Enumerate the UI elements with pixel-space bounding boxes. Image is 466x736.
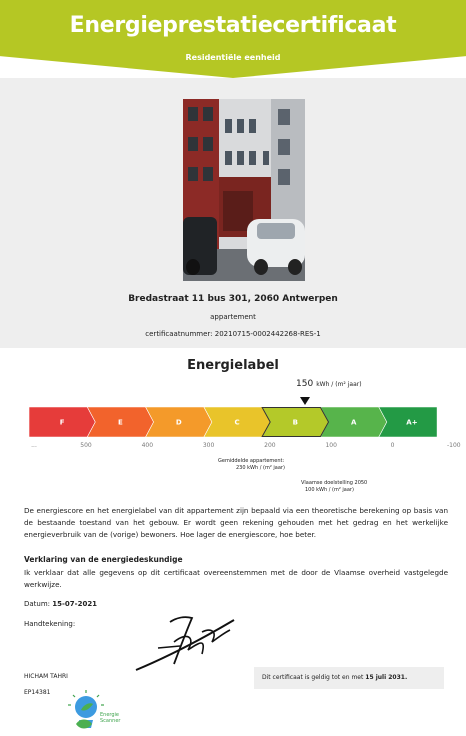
date-line [24,600,97,608]
expert-id: EP14381 [24,689,51,696]
flemish-target-note [301,480,367,494]
logo-text-line1: Energie [100,712,120,718]
header-banner [0,0,466,78]
expert-name: HICHAM TAHRI [24,673,68,680]
validity-date: 15 juli 2031. [365,674,408,681]
document-title: Energieprestatiecertificaat [69,13,397,38]
certificate-number [0,330,466,338]
signature-label: Handtekening: [24,620,76,628]
label-segment-text: A+ [406,418,418,427]
scale-ticks [0,442,466,452]
score-pointer-icon [300,397,310,405]
declaration-title: Verklaring van de energiedeskundige [24,555,183,564]
scale-tick-label: 0 [390,442,395,449]
label-segment-a-plus [379,407,437,437]
label-segment-text: F [59,418,65,427]
scale-tick-label: 400 [141,442,154,449]
scale-tick-label: -100 [446,442,461,449]
label-segment-text: D [175,418,182,427]
label-segment-text: A [350,418,357,427]
energy-label-scale [29,407,437,437]
scale-tick-label: ... [31,442,37,449]
document-subtitle: Residentiële eenheid [185,53,281,62]
scale-tick-label: 500 [80,442,92,449]
declaration-text: Ik verklaar dat alle gegevens op dit certificaat overeenstemmen met de door de Vlaamse overheid vastgelegde werkwijze. [24,568,448,589]
energy-label-heading: Energielabel [187,358,279,373]
date-label: Datum: [24,600,51,608]
energy-score-description: De energiescore en het energielabel van dit appartement zijn bepaald via een theoretische berekening op basis van de bestaande toestand van het gebouw. Er wordt geen rekening gehouden met het gedrag en het werkelijke energieverbruik van de (vorige) bewoners. Hoe lager de energiescore, hoe beter. [24,506,448,539]
energy-score [296,379,362,389]
label-segment-d [146,407,212,437]
label-segment-text: E [118,418,123,427]
logo-text-line2: Scanner [100,718,121,724]
validity-box [254,667,444,689]
validity-text: Dit certificaat is geldig tot en met [262,674,364,681]
label-segment-b [262,407,328,437]
handwritten-signature [130,602,250,676]
label-segment-a [321,407,387,437]
building-photo [183,99,305,281]
flemish-target-value: 100 kWh / (m² jaar) [305,487,354,493]
average-apartment-note [218,458,285,472]
date-value: 15-07-2021 [52,600,98,608]
label-segment-text: C [234,418,240,427]
certificate-number-label: certificaatnummer: [145,330,213,338]
label-segment-f [29,407,95,437]
energy-score-value: 150 [296,379,314,389]
property-address: Bredastraat 11 bus 301, 2060 Antwerpen [128,294,338,304]
average-apartment-value: 230 kWh / (m² jaar) [236,465,285,471]
label-segment-e [87,407,153,437]
property-type: appartement [210,313,256,321]
scale-tick-label: 200 [264,442,276,449]
scale-tick-label: 300 [202,442,215,449]
average-apartment-label: Gemiddelde appartement: [218,458,285,464]
label-segment-text: B [292,418,299,427]
lightbulb-logo-icon [66,690,124,734]
scale-tick-label: 100 [325,442,337,449]
energy-score-unit: kWh / (m² jaar) [316,381,362,388]
label-segment-c [204,407,270,437]
flemish-target-label: Vlaamse doelstelling 2050 [301,480,368,486]
certificate-number-value: 20210715-0002442268-RES-1 [214,330,321,338]
